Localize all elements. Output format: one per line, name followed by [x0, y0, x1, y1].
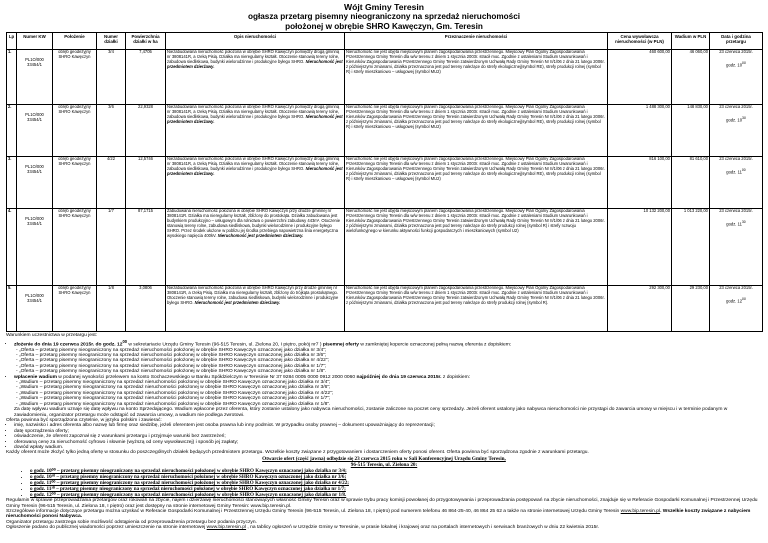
col-header-lp: Lp: [7, 33, 17, 50]
list-item: • o godz. 10³⁰ – przetarg pisemny nieograniczony na sprzedaż nieruchomości położonej w obrębie SHRO Kawęczyn oznaczonej jako działka nr 3/6;: [30, 474, 762, 480]
row-lp: 4.: [7, 209, 17, 286]
row-deposit: 148 830,00: [672, 105, 710, 157]
col-header-description: Opis nieruchomości: [166, 33, 345, 50]
row-plot: 3/4: [97, 50, 126, 105]
row-plot: 1/8: [97, 286, 126, 332]
row-plot: 4/22: [97, 157, 126, 209]
list-item: • oświadczenie, że oferent zapoznał się z warunkami przetargu i przyjmuje warunki bez zastrzeżeń;: [14, 434, 762, 439]
single-offer-note: Każdy oferent może złożyć tylko jedną ofertę w stosunku do poszczególnych działek będących przedmiotem przetargu. Wszelkie koszty związane z przygotowaniem i dostarczeniem oferty ponosi oferent. Oferta powinna być sporządzona zgodnie z warunkami przetargu.: [6, 450, 589, 456]
list-item: • dowód wpłaty wadium.: [14, 445, 762, 450]
opening-schedule: [6, 468, 762, 498]
row-plot: 1/7: [97, 209, 126, 286]
row-kw: PL1O/000 33454/1: [17, 209, 53, 286]
opening-address: 96-515 Teresin, ul. Zielona 20:: [350, 461, 418, 468]
row-date: 23 czerwca 2015r. godz. $10^{00}$: [710, 50, 763, 105]
row-location: obręb geodezyjny SHRO Kawęczyn: [53, 209, 97, 286]
row-date: 23 czerwca 2015r. godz. $11^{30}$: [710, 209, 763, 286]
table-row: [7, 50, 763, 105]
table-row: [7, 157, 763, 209]
row-purpose: Nieruchomość nie jest objęta miejscowym planem zagospodarowania przestrzennego. Miejscowy Plan Ogólny Zagospodarowania Przestrzennego Gminy Teresin dla w/w terenu z dniem 1 stycznia 2003r. stracił moc. Zgodnie z ustaleniami Studium Uwarunkowań i Kierunków Zagospodarowania Przestrzennego Gminy Teresin zatwierdzonym Uchwałą Rady Gminy Teresin Nr II/1/06 z dnia 21 lutego 2006r. z późniejszymi zmianami, działka przeznaczona jest pod tereny należące do strefy ekologicznej(symbol RE), strefy produkcji rolnej (symbol R) i strefy mieszkaniowo – usługowej (symbol MU2): [345, 157, 608, 209]
conditions-section: [6, 333, 762, 530]
row-price: 816 100,00: [608, 157, 672, 209]
list-item: • oferowaną cenę za nieruchomość cyfrowo i słownie (wyższą od ceny wywoławczej) i sposób jej zapłaty;: [14, 440, 762, 445]
list-item: - „Wadium – przetarg pisemny nieograniczony na sprzedaż nieruchomości położonej w obrębie SHRO Kawęczyn oznaczonej jako działka nr 3/6”;: [16, 385, 331, 391]
row-location: obręb geodezyjny SHRO Kawęczyn: [53, 157, 97, 209]
row-plot: 3/6: [97, 105, 126, 157]
col-header-price: Cena wywoławcza nieruchomości (w PLN): [608, 33, 672, 50]
list-item: • o godz. 10⁰⁰ – przetarg pisemny nieograniczony na sprzedaż nieruchomości położonej w obrębie SHRO Kawęczyn oznaczonej jako działka nr 3/4;: [30, 468, 762, 474]
row-deposit: 81 610,00: [672, 157, 710, 209]
table-header-row: [7, 33, 763, 50]
regulation-note: Regulamin w sprawie przeprowadzania przetargów oraz rokowań na zbycie, najem i dzierżawę nieruchomości stanowiących własność Gminy Teresin oraz w sprawie trybu pracy komisji powołanej do przygotowywania i przeprowadzania postępowań na zbycie nieruchomości, znajduje się w Referacie Gospodarki Komunalnej i Przestrzennej Urzędu Gminy Teresin (96-515 Teresin, ul. Zielona 18, I piętro) oraz jest dostępny na stronie internetowej Gminy Teresin: www.bip.teresin.pl.: [6, 498, 758, 509]
contact-note: Szczegółowe informacje dotyczące przetargu można uzyskać w Referacie Gospodarki Komunalnej i Przestrzennej Urzędu Gminy Teresin (96-515 Teresin, ul. Zielona 18, I piętro) pod numerem telefonu 46 864-25-40, 46 864 25 62 a także na stronie internetowej Urzędu Gminy Teresin www.bip.teresin.pl. Wszelkie koszty związane z nabyciem nieruchomości ponosi Nabywca.: [6, 508, 751, 520]
list-item: • datę sporządzenia oferty;: [14, 429, 762, 434]
row-kw: PL1O/000 33454/1: [17, 286, 53, 332]
row-area: 22,9328: [126, 105, 166, 157]
row-price: 10 132 200,00: [608, 209, 672, 286]
row-kw: PL1O/000 33454/1: [17, 105, 53, 157]
row-description: Niezabudowana nieruchomość położona w obrębie SHRO Kawęczyn pomiędzy drogą gminną nr 3808141R, a rzeką Pisią. Działka ma nieregularny kształt. Otoczenie stanowią tereny rolne, zabudowa siedliskowa, budynki wielorodzinne i produkcyjne byłego SHRO. Nieruchomość jest przedmiotem dzierżawy.: [166, 105, 345, 157]
col-header-kw: Numer KW: [17, 33, 53, 50]
lease-note: Nieruchomość jest przedmiotem dzierżawy.: [167, 166, 343, 177]
offer-contents-intro: Oferta powinna być sporządzona czytelnie, w języku polskim i zawierać:: [6, 417, 162, 423]
list-item: - „Wadium – przetarg pisemny nieograniczony na sprzedaż nieruchomości położonej w obrębie SHRO Kawęczyn oznaczonej jako działka nr 1/7”;: [16, 396, 331, 402]
list-item: • o godz. 11⁰⁰ – przetarg pisemny nieograniczony na sprzedaż nieruchomości położonej w obrębie SHRO Kawęczyn oznaczonej jako działka nr 4/22;: [30, 480, 762, 486]
list-item: - „Oferta – przetarg pisemny nieograniczony na sprzedaż nieruchomości położonej w obrębie SHRO Kawęczyn oznaczonej jako działka nr 4/22”;: [16, 358, 329, 364]
col-header-purpose: Przeznaczenie nieruchomości: [345, 33, 608, 50]
table-row: [7, 209, 763, 286]
wadium-label-list: [14, 380, 762, 407]
row-purpose: Nieruchomość nie jest objęta miejscowym planem zagospodarowania przestrzennego. Miejscowy Plan Ogólny Zagospodarowania Przestrzennego Gminy Teresin dla w/w terenu z dniem 1 stycznia 2003r. stracił moc. Zgodnie z ustaleniami Studium Uwarunkowań i Kierunków Zagospodarowania Przestrzennego Gminy Teresin zatwierdzonym Uchwałą Rady Gminy Teresin Nr II/1/06 z dnia 21 lutego 2006r. z późniejszymi zmianami, działka przeznaczona jest pod tereny należące do strefy ekologicznej(symbol RE), strefy produkcji rolnej (symbol R) i strefy mieszkaniowo – usługowej (symbol MU2): [345, 105, 608, 157]
row-area: 12,5746: [126, 157, 166, 209]
row-date: 23 czerwca 2015r. godz. $12^{00}$: [710, 286, 763, 332]
row-purpose: Nieruchomość nie jest objęta miejscowym planem zagospodarowania przestrzennego. Miejscowy Plan Ogólny Zagospodarowania Przestrzennego Gminy Teresin dla w/w terenu z dniem 1 stycznia 2003r. stracił moc. Zgodnie z ustaleniami Studium Uwarunkowań i Kierunków Zagospodarowania Przestrzennego Gminy Teresin zatwierdzonym Uchwałą Rady Gminy Teresin Nr II/1/06 z dnia 21 lutego 2006r. z późniejszymi zmianami, działka przeznaczona jest pod tereny należące do strefy ekologicznej(symbol RE), strefy produkcji rolnej (symbol R) i strefy mieszkaniowo – usługowej (symbol MU2): [345, 50, 608, 105]
row-area: 87,1715: [126, 209, 166, 286]
offer-label-list: [14, 348, 762, 375]
list-item: - „Oferta – przetarg pisemny nieograniczony na sprzedaż nieruchomości położonej w obrębie SHRO Kawęczyn oznaczonej jako działka nr 3/6”;: [16, 353, 327, 359]
row-lp: 2.: [7, 105, 17, 157]
bip-link[interactable]: www.bip.teresin.pl: [620, 508, 661, 514]
col-header-area: Powierzchnia działki w ha: [126, 33, 166, 50]
row-lp: 5.: [7, 286, 17, 332]
wadium-note: Za datę wpływu wadium uznaje się datę wpływu na konto Sprzedającego. Wadium wpłacone przez oferenta, który zostanie ustalony jako nabywca nieruchomości, zostanie zaliczone na poczet ceny sprzedaży. Jeżeli oferent ustalony jako nabywca nieruchomości nie przystąpi do zawarcia umowy w miejscu i w terminie podanym w zawiadomieniu, organizator przetargu może odstąpić od zawarcia umowy, a wadium nie podlega zwrotowi.: [14, 407, 728, 418]
lease-note: Nieruchomość jest przedmiotem dzierżawy.: [167, 114, 343, 125]
col-header-plot: Numer działki: [97, 33, 126, 50]
list-item: • o godz. 11³⁰ – przetarg pisemny nieograniczony na sprzedaż nieruchomości położonej w obrębie SHRO Kawęczyn oznaczonej jako działka nr 1/7;: [30, 486, 762, 492]
list-item: - „Wadium – przetarg pisemny nieograniczony na sprzedaż nieruchomości położonej w obrębie SHRO Kawęczyn oznaczonej jako działka nr 3/4”;: [16, 380, 331, 386]
list-item: • imię, nazwisko i adres oferenta albo nazwę lub firmę oraz siedzibę, jeżeli oferentem jest osoba prawna lub inny podmiot. W przypadku osoby prawnej – dokument upoważniający do reprezentacji;: [14, 423, 762, 428]
withdrawal-note: Organizator przetargu zastrzega sobie możliwość odstąpienia od przeprowadzenia przetargu bez podania przyczyn.: [6, 519, 257, 525]
col-header-date: Data i godzina przetargu: [710, 33, 763, 50]
row-description: Niezabudowana nieruchomość położona w obrębie SHRO Kawęczyn przy drodze gminnej nr 3808141R, a rzeką Pisią. Działka ma nieregularny kształt, zbliżony do trójkąta prostokątnego. Otoczenie stanowią tereny rolne, zabudowa siedliskowa, budynki wielorodzinne i produkcyjne byłego SHRO. Nieruchomość jest przedmiotem dzierżawy.: [166, 286, 345, 332]
properties-table: [6, 32, 763, 332]
row-purpose: Nieruchomość nie jest objęta miejscowym planem zagospodarowania przestrzennego. Miejscowy Plan Ogólny Zagospodarowania Przestrzennego Gminy Teresin dla w/w terenu z dniem 1 stycznia 2003r. stracił moc. Zgodnie z ustaleniami Studium Uwarunkowań i Kierunków Zagospodarowania Przestrzennego Gminy Teresin zatwierdzonym Uchwałą Rady Gminy Teresin Nr II/1/06 z dnia 21 lutego 2006r. z późniejszymi zmianami, działka przeznaczona jest pod tereny należące do strefy produkcji rolnej (symbol R).: [345, 286, 608, 332]
row-description: Zabudowana nieruchomość położona w obrębie SHRO Kawęczyn przy drodze gminnej nr 3808141R. Działka ma nieregularny kształt, zbliżony do prostokąta. Działka zabudowana jest budynkiem produkcyjno – usługowym dla rolnictwa o powierzchni zabudowy 443m². Otoczenie stanowią tereny rolne, zabudowa siedliskowa, budynki wielorodzinne i produkcyjne byłego SHRO. Przez środek ułożone w poblizu jej środka przebiega napowietrzna linia energetyczna wysokiego napięcia 400kV. Nieruchomość jest przedmiotem dzierżawy.: [166, 209, 345, 286]
list-item: • o godz. 12⁰⁰ – przetarg pisemny nieograniczony na sprzedaż nieruchomości położonej w obrębie SHRO Kawęczyn oznaczonej jako działka nr 1/8.: [30, 492, 762, 498]
lease-note: Nieruchomość jest przedmiotem dzierżawy.: [167, 59, 343, 70]
row-date: 23 czerwca 2015r. godz. $11^{00}$: [710, 157, 763, 209]
row-kw: PL1O/000 33454/1: [17, 157, 53, 209]
list-item: - „Oferta – przetarg pisemny nieograniczony na sprzedaż nieruchomości położonej w obrębie SHRO Kawęczyn oznaczonej jako działka nr 3/4”;: [16, 347, 327, 353]
row-location: obręb geodezyjny SHRO Kawęczyn: [53, 50, 97, 105]
row-deposit: 29 230,00: [672, 286, 710, 332]
row-deposit: 46 060,00: [672, 50, 710, 105]
row-price: 292 300,00: [608, 286, 672, 332]
list-item: - „Oferta – przetarg pisemny nieograniczony na sprzedaż nieruchomości położonej w obrębie SHRO Kawęczyn oznaczonej jako działka nr 1/8”.: [16, 369, 327, 375]
row-description: Niezabudowana nieruchomość położona w obrębie SHRO Kawęczyn pomiędzy drogą gminną nr 3808141R, a rzeką Pisią. Działka ma nieregularny kształt. Otoczenie stanowią tereny rolne, zabudowa siedliskowa, budynki wielorodzinne i produkcyjne byłego SHRO. Nieruchomość jest przedmiotem dzierżawy.: [166, 157, 345, 209]
row-location: obręb geodezyjny SHRO Kawęczyn: [53, 286, 97, 332]
announcement-page: [6, 2, 762, 531]
lease-note: Nieruchomość jest przedmiotem dzierżawy.: [194, 300, 281, 306]
conditions-intro: Warunkiem uczestnictwa w przetargu jest:: [6, 333, 98, 339]
announcement-subtitle: położonej w obrębie SHRO Kawęczyn, Gm. Teresin: [285, 21, 483, 31]
row-area: 7,4705: [126, 50, 166, 105]
announcement-title: ogłasza przetarg pisemny nieograniczony na sprzedaż nieruchomości: [247, 12, 521, 21]
row-kw: PL1O/000 33454/1: [17, 50, 53, 105]
row-area: 3,0806: [126, 286, 166, 332]
offer-contents-list: [6, 423, 762, 450]
offer-condition: • złożenie do dnia 19 czerwca 2015r. do godz. $12^{00}$ w sekretariacie Urzędu Gminy Teresin (96-515 Teresin, ul. Zielona 20, I piętro, pokój nr7 ) pisemnej oferty w zamkniętej kopercie oznaczonej pełną nazwą oferenta z dopiskiem: - „Oferta – przetarg pisemny nieograniczony na sprzedaż nieruchomości położonej w obrębie SHRO Kawęczyn oznaczonej jako działka nr 3/4”; - „Oferta – przetarg pisemny nieograniczony na sprzedaż nieruchomości położonej w obrębie SHRO Kawęczyn oznaczonej jako działka nr 3/6”; - „Oferta – przetarg pisemny nieograniczony na sprzedaż nieruchomości położonej w obrębie SHRO Kawęczyn oznaczonej jako działka nr 4/22”; - „Oferta – przetarg pisemny nieograniczony na sprzedaż nieruchomości położonej w obrębie SHRO Kawęczyn oznaczonej jako działka nr 1/7”; - „Oferta – przetarg pisemny nieograniczony na sprzedaż nieruchomości położonej w obrębie SHRO Kawęczyn oznaczonej jako działka nr 1/8”.: [14, 339, 762, 375]
conditions-list: [6, 339, 762, 418]
col-header-location: Położenie: [53, 33, 97, 50]
footer-notes: [6, 498, 762, 530]
col-header-deposit: Wadium w PLN: [672, 33, 710, 50]
issuer-title: Wójt Gminy Teresin: [343, 2, 425, 12]
list-item: - „Wadium – przetarg pisemny nieograniczony na sprzedaż nieruchomości położonej w obrębie SHRO Kawęczyn oznaczonej jako działka nr 4/22”;: [16, 390, 334, 396]
row-lp: 3.: [7, 157, 17, 209]
row-lp: 1.: [7, 50, 17, 105]
list-item: - „Oferta – przetarg pisemny nieograniczony na sprzedaż nieruchomości położonej w obrębie SHRO Kawęczyn oznaczonej jako działka nr 1/7”;: [16, 363, 327, 369]
row-deposit: 1 013 220,00: [672, 209, 710, 286]
table-row: [7, 105, 763, 157]
wadium-condition: • wpłacenie wadium w podanej wysokości przelewem na konto Sochaczewskiego w Banku Spółdzielczym w Teresinie Nr 37 9284 0005 0000 0912 2000 0060 najpóźniej do dnia 19 czerwca 2015r. z dopiskiem: - „Wadium – przetarg pisemny nieograniczony na sprzedaż nieruchomości położonej w obrębie SHRO Kawęczyn oznaczonej jako działka nr 3/4”; - „Wadium – przetarg pisemny nieograniczony na sprzedaż nieruchomości położonej w obrębie SHRO Kawęczyn oznaczonej jako działka nr 3/6”; - „Wadium – przetarg pisemny nieograniczony na sprzedaż nieruchomości położonej w obrębie SHRO Kawęczyn oznaczonej jako działka nr 4/22”; - „Wadium – przetarg pisemny nieograniczony na sprzedaż nieruchomości położonej w obrębie SHRO Kawęczyn oznaczonej jako działka nr 1/7”; - „Wadium – przetarg pisemny nieograniczony na sprzedaż nieruchomości położonej w obrębie SHRO Kawęczyn oznaczonej jako działka nr 1/8”. Za datę wpływu wadium uznaje się datę wpływu na konto Sprzedającego. Wadium wpłacone przez oferenta, który zostanie ustalony jako nabywca nieruchomości, zostanie zaliczone na poczet ceny sprzedaży. Jeżeli oferent ustalony jako nabywca nieruchomości nie przystąpi do zawarcia umowy w miejscu i w terminie podanym w zawiadomieniu, organizator przetargu może odstąpić od zawarcia umowy, a wadium nie podlega zwrotowi.: [14, 375, 762, 418]
row-price: 1 488 300,00: [608, 105, 672, 157]
row-location: obręb geodezyjny SHRO Kawęczyn: [53, 105, 97, 157]
row-date: 23 czerwca 2015r. godz. $10^{30}$: [710, 105, 763, 157]
list-item: - „Wadium – przetarg pisemny nieograniczony na sprzedaż nieruchomości położonej w obrębie SHRO Kawęczyn oznaczonej jako działka nr 1/8”.: [16, 401, 331, 407]
bip-link-2[interactable]: www.bip.teresin.pl: [206, 525, 247, 531]
row-purpose: Nieruchomość nie jest objęta miejscowym planem zagospodarowania przestrzennego. Miejscowy Plan Ogólny Zagospodarowania Przestrzennego Gminy Teresin dla w/w terenu z dniem 1 stycznia 2003r. stracił moc. Zgodnie z ustaleniami Studium Uwarunkowań i Kierunków Zagospodarowania Przestrzennego Gminy Teresin zatwierdzonym Uchwałą Rady Gminy Teresin Nr II/1/06 z dnia 21 lutego 2006r. z późniejszymi zmianami, działka przeznaczona jest pod tereny należące do strefy produkcji rolnej (symbol R) i strefy rozwoju wielofunkcyjnego w kierunku aktywności funkcji gospodarczych i mieszkaniowych (symbol U2): [345, 209, 608, 286]
row-description: Niezabudowana nieruchomość położona w obrębie SHRO Kawęczyn pomiędzy drogą gminną nr 3808141R, a rzeką Pisią. Działka ma nieregularny kształt. Otoczenie stanowią tereny rolne, zabudowa siedliskowa, budynki wielorodzinne i produkcyjne byłego SHRO. Nieruchomość jest przedmiotem dzierżawy.: [166, 50, 345, 105]
table-row: [7, 286, 763, 332]
opening-heading: Otwarcie ofert (część jawna) odbędzie się 23 czerwca 2015 roku w Sali Konferencyjnej Urzędu Gminy Teresin,: [262, 455, 506, 462]
lease-note: Nieruchomość jest przedmiotem dzierżawy.: [217, 232, 304, 238]
publication-note: Ogłoszenie podano do publicznej wiadomości poprzez umieszczenie na stronie internetowej www.bip.teresin.pl , na tablicy ogłoszeń w Urzędzie Gminy w Teresinie, w prasie lokalnej i krajowej oraz na portalach internetowych i serwisach branżowych w dniu 22 kwietnia 2015r.: [6, 525, 600, 531]
row-price: 460 600,00: [608, 50, 672, 105]
